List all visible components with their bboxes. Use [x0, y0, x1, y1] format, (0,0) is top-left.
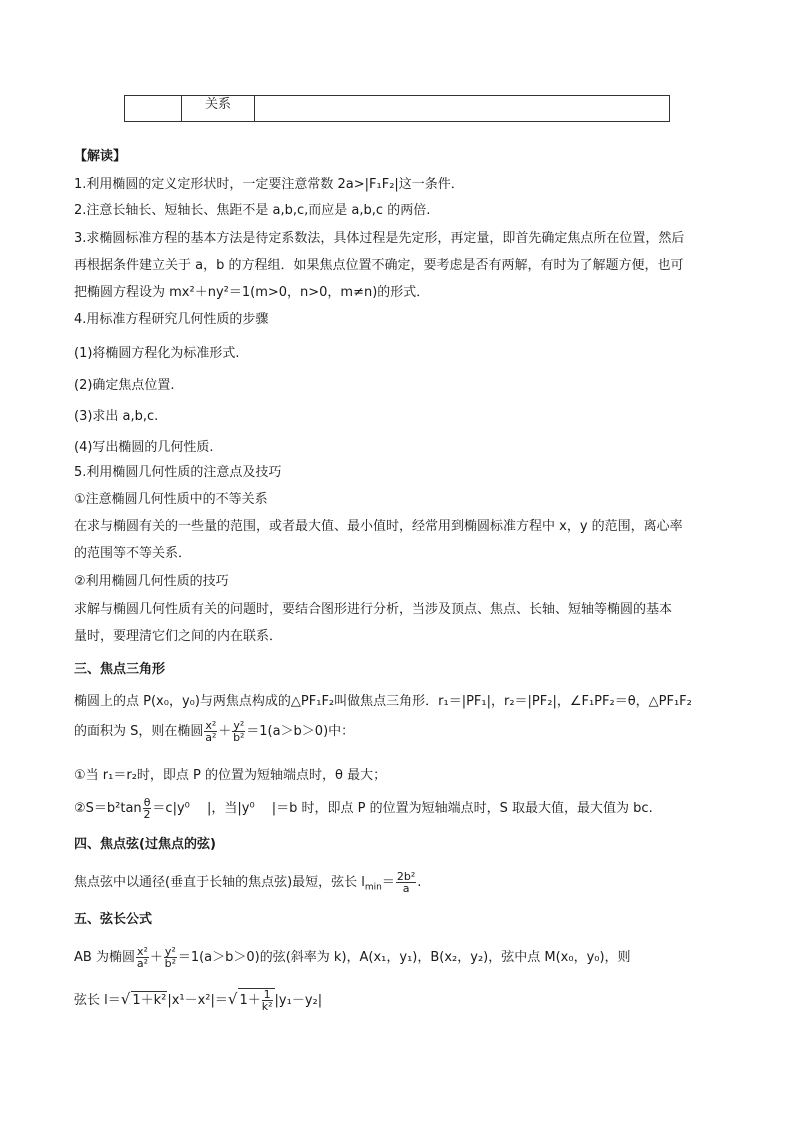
section-5-heading: 五、弦长公式: [74, 912, 153, 927]
frac-den: a²: [205, 731, 217, 744]
sec3-line-3: ①当 r₁＝r₂时，即点 P 的位置为短轴端点时，θ 最大；: [74, 768, 387, 783]
sec3-line-1: 椭圆上的点 P(x₀，y₀)与两焦点构成的△PF₁F₂叫做焦点三角形．r₁＝|PF₁|，r₂＝|PF₂|，∠F₁PF₂＝θ，△PF₁F₂: [74, 694, 692, 709]
frac-den: a²: [136, 957, 148, 970]
sec5-line-2e: |y₁－y₂|: [274, 993, 323, 1008]
jiedu-p3b: 再根据条件建立关于 a，b 的方程组．如果焦点位置不确定，要考虑是否有两解，有时为了解题方便，也可: [74, 258, 684, 273]
frac-y2-b2: [164, 946, 177, 969]
frac-den: k²: [261, 1000, 273, 1013]
jiedu-heading: 【解读】: [74, 149, 127, 164]
sec4-line-1: [74, 871, 421, 897]
relation-table: [124, 95, 670, 122]
jiedu-p2: 2.注意长轴长、短轴长、焦距不是 a,b,c,而应是 a,b,c 的两倍.: [74, 203, 431, 218]
table-cell-relation: 关系: [182, 96, 255, 121]
sec3-line-2b: ＝1(a＞b＞0)中：: [246, 724, 355, 739]
sec5-line-2c: |x¹－x²|＝: [167, 993, 228, 1008]
sec5-line-2a: 弦长 l＝: [74, 993, 121, 1008]
frac-num: y²: [164, 945, 176, 958]
frac-x2-a2: [204, 720, 217, 743]
sqrt-icon: √: [227, 990, 238, 1008]
frac-num: 2b²: [396, 870, 416, 883]
tip-1: ①注意椭圆几何性质中的不等关系: [74, 492, 268, 507]
frac-2b2-a: [396, 871, 416, 894]
step-3: (3)求出 a,b,c.: [74, 409, 159, 424]
plus-sign: ＋: [218, 724, 232, 739]
sec3-line-2: [74, 720, 354, 743]
plus-sign: ＋: [149, 950, 163, 965]
sec3-line-4a: ②S＝b²tan: [74, 801, 142, 816]
tip-2-text-a: 求解与椭圆几何性质有关的问题时，要结合图形进行分析，当涉及顶点、焦点、长轴、短轴等椭圆的基本: [74, 602, 673, 617]
frac-num: x²: [205, 719, 217, 732]
frac-den: b²: [164, 957, 177, 970]
tip-2-text-b: 量时，要理清它们之间的内在联系．: [74, 629, 283, 644]
frac-1-k2: [262, 989, 273, 1012]
tip-2: ②利用椭圆几何性质的技巧: [74, 574, 229, 589]
sec3-line-4b: ＝c|y⁰ |，当|y⁰ |＝b 时，即点 P 的位置为短轴端点时，S 取最大值，最大值为 bc.: [152, 801, 653, 816]
jiedu-p4: 4.用标准方程研究几何性质的步骤: [74, 312, 269, 327]
jiedu-p3c: 把椭圆方程设为 mx²＋ny²＝1(m>0，n>0，m≠n)的形式．: [74, 285, 430, 300]
sec5-line-2: [74, 988, 322, 1012]
jiedu-p3a: 3.求椭圆标准方程的基本方法是待定系数法，具体过程是先定形，再定量，即首先确定焦点所在位置，然后: [74, 231, 685, 246]
step-2: (2)确定焦点位置.: [74, 378, 175, 393]
tip-1-text-b: 的范围等不等关系．: [74, 546, 192, 561]
sqrt-content-2: [238, 988, 274, 1012]
frac-num: θ: [143, 796, 151, 809]
frac-den: a: [402, 882, 410, 895]
section-3-heading: 三、焦点三角形: [74, 662, 166, 677]
frac-theta-2: [143, 797, 152, 820]
sec5-line-1b: ＝1(a＞b＞0)的弦(斜率为 k)，A(x₁，y₁)，B(x₂，y₂)，弦中点 M(x₀，y₀)，则: [177, 950, 631, 965]
sec4-equals: ＝: [381, 875, 395, 890]
sec5-line-1a: AB 为椭圆: [74, 950, 135, 965]
step-4: (4)写出椭圆的几何性质.: [74, 440, 214, 455]
sqrt-icon: √: [120, 990, 131, 1008]
section-4-heading: 四、焦点弦(过焦点的弦): [74, 837, 216, 852]
frac-y2-b2: [232, 720, 245, 743]
frac-x2-a2: [136, 946, 149, 969]
sub-min: min: [364, 882, 382, 893]
frac-den: 2: [143, 808, 151, 821]
frac-den: b²: [233, 731, 245, 744]
tip-1-text-a: 在求与椭圆有关的一些量的范围，或者最大值、最小值时，经常用到椭圆标准方程中 x，y 的范围，离心率: [74, 519, 683, 534]
sec4-line-1a: 焦点弦中以通径(垂直于长轴的焦点弦)最短，弦长 l: [74, 875, 365, 890]
sec4-period: .: [417, 875, 422, 890]
sqrt-content-1: 1＋k²: [132, 993, 167, 1008]
sec5-line-1: [74, 946, 631, 969]
table-cell-blank: [255, 96, 669, 121]
jiedu-p1: 1.利用椭圆的定义定形状时，一定要注意常数 2a>|F₁F₂|这一条件．: [74, 177, 464, 192]
frac-num: 1: [263, 988, 271, 1001]
frac-num: x²: [136, 945, 148, 958]
step-1: (1)将椭圆方程化为标准形式.: [74, 346, 240, 361]
table-cell-empty: [125, 96, 182, 121]
frac-num: y²: [233, 719, 245, 732]
sqrt-prefix: 1＋: [239, 993, 261, 1008]
sec3-line-2a: 的面积为 S，则在椭圆: [74, 724, 204, 739]
jiedu-p5: 5.利用椭圆几何性质的注意点及技巧: [74, 465, 282, 480]
sec3-line-4: [74, 797, 653, 820]
